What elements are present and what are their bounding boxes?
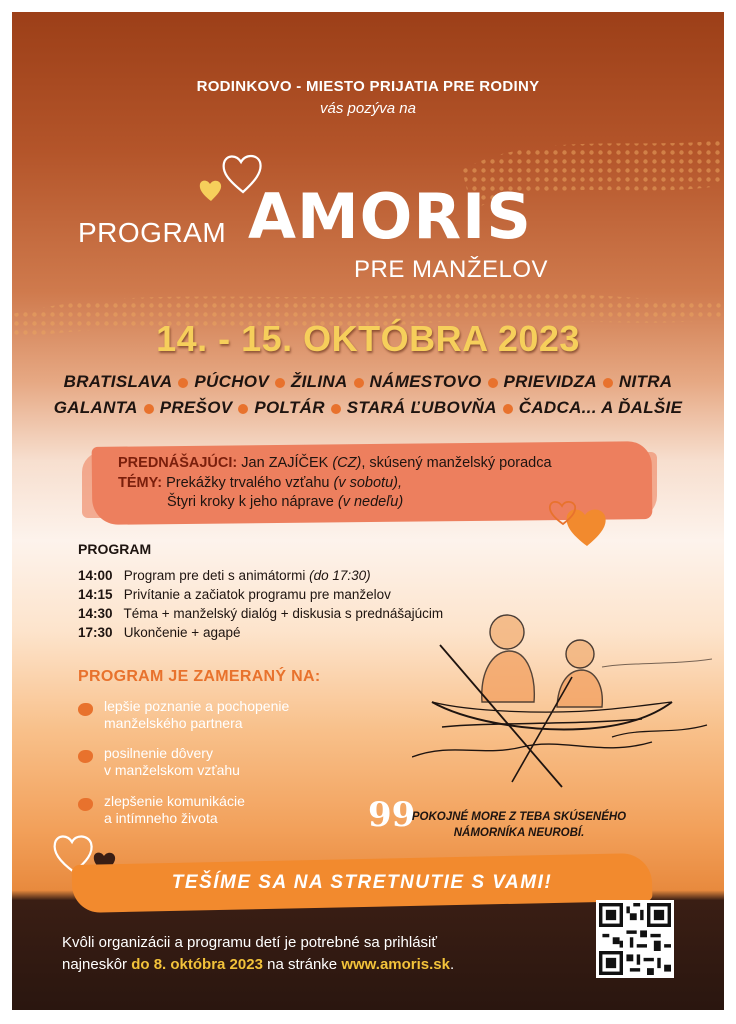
bullet-dot-icon [488,378,498,388]
bullet-dot-icon [238,404,248,414]
bullet-dot-icon [275,378,285,388]
focus-item-line: a intímneho života [104,810,218,826]
program-text: Téma + manželský dialóg + diskusia s prednášajúcim [123,606,444,621]
brand-title: AMORIS [248,180,532,253]
focus-item-line: manželského partnera [104,715,243,731]
focus-item-line: lepšie poznanie a pochopenie [104,698,290,714]
date-range: 14. - 15. OKTÓBRA [156,318,488,359]
speaker-label: PREDNÁŠAJÚCI: [118,455,238,471]
footer-mid: na stránke [262,956,342,973]
focus-item-line: zlepšenie komunikácie [104,793,245,809]
focus-title: PROGRAM JE ZAMERANÝ NA: [78,668,321,685]
program-word: PROGRAM [78,217,227,248]
speaker-role: , skúsený manželský poradca [361,455,552,471]
topics-label: TÉMY: [118,475,163,491]
program-title: PROGRAM [78,541,152,557]
focus-item [104,698,374,732]
focus-item [104,745,374,779]
program-row [78,587,391,602]
topic-2: Štyri kroky k jeho náprave [167,494,334,510]
heart-outline-icon [548,498,578,528]
program-row [78,606,443,621]
cities-row-2 [12,398,724,418]
bullet-blob-icon [78,750,93,763]
city: BRATISLAVA [63,372,173,391]
invite-line: vás pozýva na [320,100,416,117]
city: POLTÁR [254,398,325,417]
program-time: 17:30 [78,625,113,640]
city: PREŠOV [159,398,233,417]
topic-line-1 [118,475,402,491]
city: GALANTA [53,398,138,417]
footer-pre: najneskôr [62,956,132,973]
poster [12,12,724,1010]
bullet-dot-icon [354,378,364,388]
city: NITRA [618,372,673,391]
speaker-name: Jan ZAJÍČEK [241,455,329,471]
topic-line-2 [167,494,403,510]
event-dates [12,318,724,360]
footer-line-2 [62,954,582,976]
program-note: (do 17:30) [309,568,371,583]
qr-code [596,900,674,978]
city: ČADCA... A ĎALŠIE [518,398,683,417]
boat-illustration [412,607,712,797]
cities-row-1 [12,372,724,392]
quote-line: NÁMORNÍKA NEUROBÍ. [453,827,585,839]
focus-item-line: posilnenie dôvery [104,745,213,761]
cta-text: TEŠÍME SA NA STRETNUTIE S VAMI! [171,872,553,893]
program-row [78,625,240,640]
program-time: 14:30 [78,606,113,621]
bullet-blob-icon [78,703,93,716]
topic-2-day: (v nedeľu) [337,494,404,510]
quote-mark-icon: 99 [368,795,416,835]
bullet-blob-icon [78,798,93,811]
footer-website-link[interactable]: www.amoris.sk [341,956,450,973]
bullet-dot-icon [178,378,188,388]
qr-code-icon [599,903,671,975]
topic-1: Prekážky trvalého vzťahu [166,475,330,491]
bullet-dot-icon [503,404,513,414]
footer-end: . [449,956,455,973]
org-line: RODINKOVO - MIESTO PRIJATIA PRE RODINY [196,78,540,95]
city: NÁMESTOVO [369,372,482,391]
footer-line-1: Kvôli organizácii a programu detí je potrebné sa prihlásiť [62,934,437,951]
program-text: Privítanie a začiatok programu pre manželov [123,587,391,602]
program-time: 14:15 [78,587,113,602]
date-year: 2023 [497,318,580,359]
subtitle: PRE MANŽELOV [354,256,549,283]
city: STARÁ ĽUBOVŇA [346,398,497,417]
quote-line: POKOJNÉ MORE Z TEBA SKÚSENÉHO [411,811,627,823]
focus-item [104,793,374,827]
heart-yellow-icon [198,178,224,204]
focus-item-line: v manželskom vzťahu [104,762,240,778]
city: ŽILINA [290,372,348,391]
city: PÚCHOV [194,372,269,391]
footer-deadline: do 8. októbra 2023 [131,956,263,973]
program-time: 14:00 [78,568,113,583]
speaker-country: (CZ) [332,455,362,471]
speaker-line [118,455,552,471]
program-text: Program pre deti s animátormi [123,568,306,583]
topic-1-day: (v sobotu), [333,475,402,491]
program-text: Ukončenie + agapé [123,625,241,640]
footer-text [62,932,582,976]
city: PRIEVIDZA [503,372,597,391]
bullet-dot-icon [603,378,613,388]
program-row [78,568,371,583]
quote [404,809,634,841]
bullet-dot-icon [331,404,341,414]
bullet-dot-icon [144,404,154,414]
